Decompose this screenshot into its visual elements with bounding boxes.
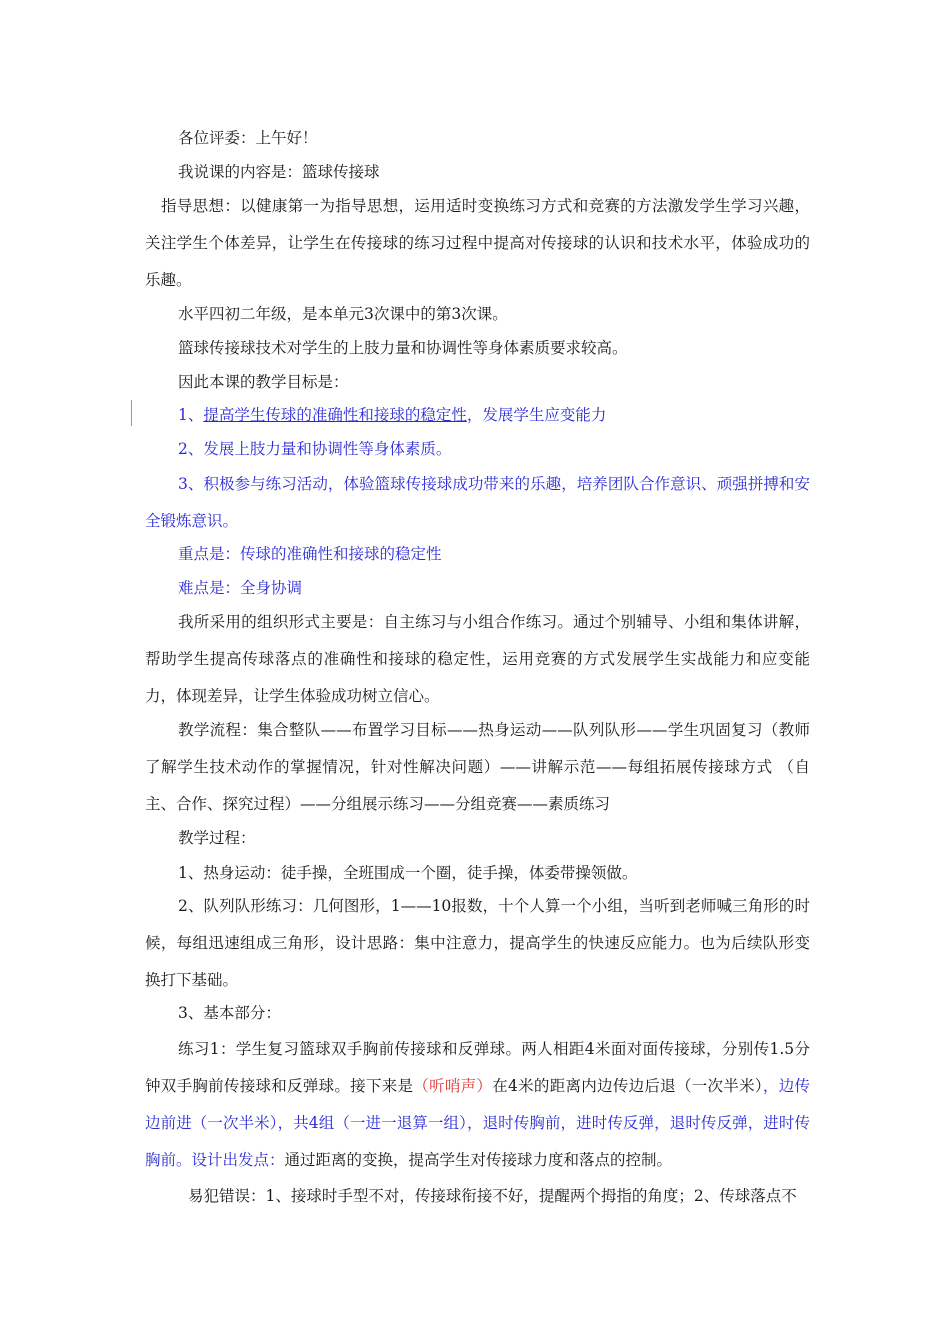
- guiding-ideology: 指导思想：以健康第一为指导思想，运用适时变换练习方式和竞赛的方法激发学生学习兴趣，关注学生个体差异，让学生在传接球的练习过程中提高对传接球的认识和技术水平，体验成功的乐趣。: [145, 197, 810, 289]
- goal-1-number: 1、: [178, 406, 204, 424]
- teaching-flow: 教学流程：集合整队——布置学习目标——热身运动——队列队形——学生巩固复习（教师了解学生技术动作的掌握情况，针对性解决问题）——讲解示范——每组拓展传接球方式 （自主、合作、探究过程）——分组展示练习——分组竞赛——素质练习: [145, 721, 810, 813]
- exercise-1-text-b: 在4米的距离内边传边后退（一次半米）: [492, 1077, 763, 1095]
- exercise-1-text-c: ，边传边前进（一次半米），共4组（一进一退算一组），退时传胸前，进时传反弹，退时传反弹，进时传胸前。设计出发点：: [145, 1077, 810, 1169]
- goal-3: 3、积极参与练习活动，体验篮球传接球成功带来的乐趣，培养团队合作意识、顽强拼搏和安全锻炼意识。: [145, 475, 810, 530]
- whistle-note: （听哨声）: [413, 1077, 493, 1095]
- change-bar: [131, 400, 132, 426]
- goal-2: 2、发展上肢力量和协调性等身体素质。: [178, 440, 452, 458]
- goal-1-link[interactable]: 提高学生传球的准确性和接球的稳定性: [203, 406, 467, 424]
- exercise-1-text-a: 练习1：学生复习篮球双手胸前传接球和反弹球。两人相距4米面对面传接球，分别传1.5分钟双手胸前传接球和反弹球。接下来是: [145, 1040, 810, 1095]
- greeting: 各位评委：上午好！: [178, 129, 318, 147]
- goals-intro: 因此本课的教学目标是：: [178, 373, 349, 391]
- goal-1: [178, 397, 843, 434]
- difficult-point: 难点是：全身协调: [178, 579, 303, 597]
- organization-paragraph: 我所采用的组织形式主要是：自主练习与小组合作练习。通过个别辅导、小组和集体讲解，帮助学生提高传球落点的准确性和接球的稳定性，运用竞赛的方式发展学生实战能力和应变能力，体现差异，让学生体验成功树立信心。: [145, 613, 810, 705]
- exercise-1-text-d: 通过距离的变换，提高学生对传接球力度和落点的控制。: [284, 1151, 673, 1169]
- goal-1-rest: ，发展学生应变能力: [466, 406, 607, 424]
- requirement-line: 篮球传接球技术对学生的上肢力量和协调性等身体素质要求较高。: [178, 339, 628, 357]
- process-title: 教学过程：: [178, 829, 256, 847]
- content-line: 我说课的内容是：篮球传接球: [178, 163, 380, 181]
- step-1: 1、热身运动：徒手操，全班围成一个圈，徒手操，体委带操领做。: [178, 864, 638, 882]
- step-2: 2、队列队形练习：几何图形，1——10报数，十个人算一个小组，当听到老师喊三角形的时候，每组迅速组成三角形，设计思路：集中注意力，提高学生的快速反应能力。也为后续队形变换打下基础。: [145, 897, 810, 989]
- step-3: 3、基本部分：: [178, 1004, 281, 1022]
- level-line: 水平四初二年级，是本单元3次课中的第3次课。: [178, 305, 508, 323]
- common-errors: 易犯错误：1、接球时手型不对，传接球衔接不好，提醒两个拇指的角度；2、传球落点不: [188, 1187, 797, 1205]
- key-point: 重点是：传球的准确性和接球的稳定性: [178, 545, 442, 563]
- exercise-1: [145, 1031, 810, 1179]
